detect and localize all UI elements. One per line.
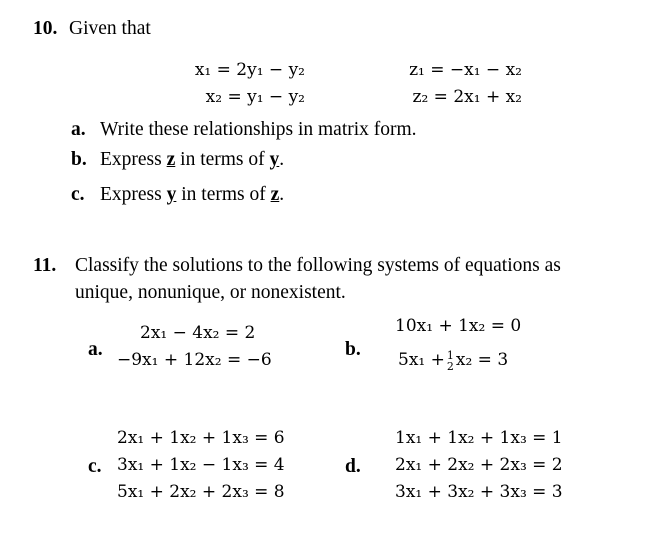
text: . [279,184,285,205]
equation: 2x₁ + 1x₂ + 1x₃ = 6 [117,428,285,448]
equation: 3x₁ + 3x₂ + 3x₃ = 3 [395,482,563,502]
part-text [100,149,284,171]
part-text [100,184,284,206]
equation: z₁ = −x₁ − x₂ [409,60,522,80]
vector-y: y [269,149,280,170]
part-label: c. [88,456,102,477]
fraction [447,350,454,372]
question-number: 11. [33,255,57,276]
denominator: 2 [446,359,454,373]
equation: 2x₁ + 2x₂ + 2x₃ = 2 [395,455,563,475]
vector-z: z [270,184,280,205]
part-text: Write these relationships in matrix form. [100,119,417,140]
text: Express [100,149,167,170]
text: in terms of [175,149,270,170]
part-label: b. [345,339,361,360]
text: x₂ = 3 [455,350,509,370]
question-intro: Given that [69,18,151,39]
text: . [279,149,285,170]
equation: 3x₁ + 1x₂ − 1x₃ = 4 [117,455,285,475]
equation: x₂ = y₁ − y₂ [205,87,305,107]
text: Express [100,184,167,205]
equation: z₂ = 2x₁ + x₂ [412,87,522,107]
equation: 2x₁ − 4x₂ = 2 [140,323,256,343]
vector-z: z [166,149,176,170]
question-text: unique, nonunique, or nonexistent. [75,282,346,303]
vector-y: y [166,184,177,205]
equation: 5x₁ + 2x₂ + 2x₃ = 8 [117,482,285,502]
numerator: 1 [446,348,454,362]
part-label: a. [71,119,86,140]
question-number: 10. [33,18,58,39]
equation: 1x₁ + 1x₂ + 1x₃ = 1 [395,428,563,448]
equation: 10x₁ + 1x₂ = 0 [395,316,522,336]
question-text: Classify the solutions to the following systems of equations as [75,255,561,276]
part-label: c. [71,184,85,205]
equation: −9x₁ + 12x₂ = −6 [117,350,272,370]
part-label: b. [71,149,87,170]
equation [398,349,508,372]
text: in terms of [176,184,271,205]
part-label: a. [88,339,103,360]
equation: x₁ = 2y₁ − y₂ [194,60,305,80]
text: 5x₁ + [398,350,445,370]
part-label: d. [345,456,361,477]
